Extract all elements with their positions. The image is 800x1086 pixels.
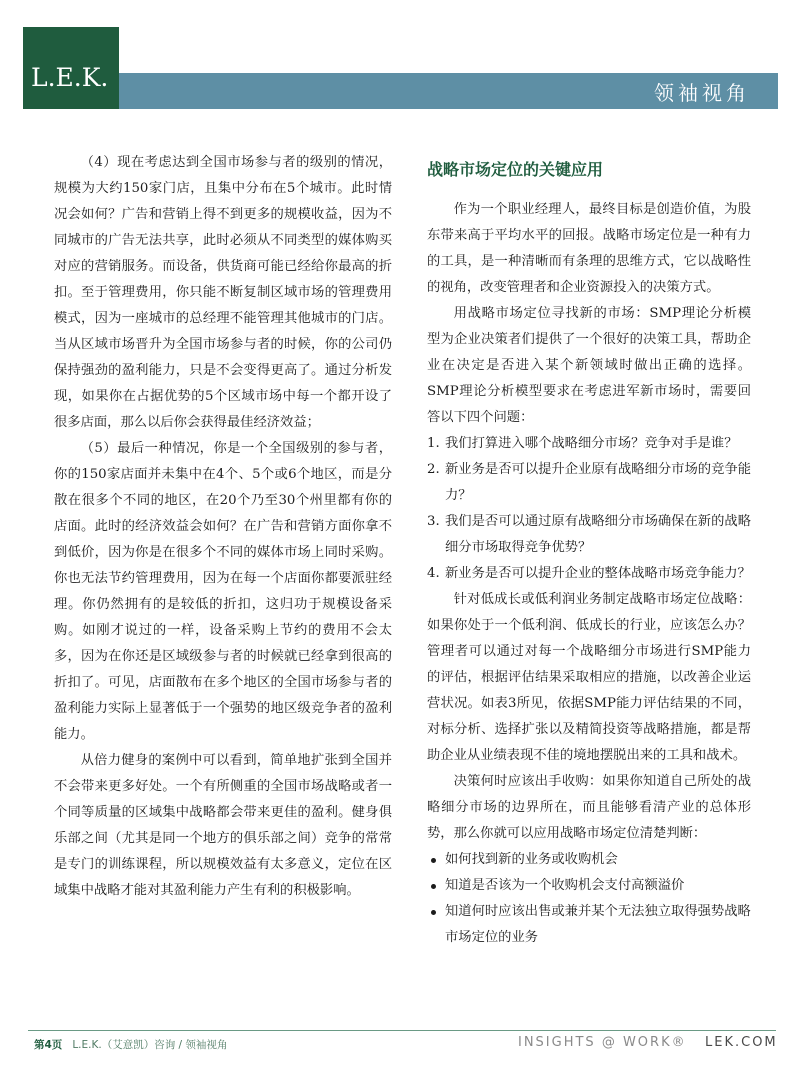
list-item [427, 847, 751, 873]
list-item [427, 431, 751, 457]
paragraph-case-5: （5）最后一种情况，你是一个全国级别的参与者，你的150家店面并未集中在4个、5个或6个地区，而是分散在很多个不同的地区，在20个乃至30个州里都有你的店面。此时的经济效益会如何？在广告和营销方面你拿不到低价，因为你是在很多个不同的媒体市场上同时采购。你也无法节约管理费用，因为在每一个店面你都要派驻经理。你仍然拥有的是较低的折扣，这归功于规模设备采购。如刚才说过的一样，设备采购上节约的费用不会太多，因为在你还是区域级参与者的时候就已经拿到很高的折扣了。可见，店面散布在多个地区的全国市场参与者的盈利能力实际上显著低于一个强势的地区级竞争者的盈利能力。 [54, 441, 392, 742]
list-text: 知道何时应该出售或兼并某个无法独立取得强势战略市场定位的业务 [445, 904, 751, 945]
lek-logo: L.E.K. [31, 63, 109, 92]
right-column [427, 150, 751, 951]
list-item [427, 457, 751, 509]
left-column [54, 150, 392, 904]
paragraph-case-4: （4）现在考虑达到全国市场参与者的级别的情况，规模为大约150家门店，且集中分布在5个城市。此时情况会如何？广告和营销上得不到更多的规模收益，因为不同城市的广告无法共享，此时必须从不同类型的媒体购买对应的营销服务。而设备，供货商可能已经给你最高的折扣。至于管理费用，你只能不断复制区域市场的管理费用模式，因为一座城市的总经理不能管理其他城市的门店。当从区域市场晋升为全国市场参与者的时候，你的公司仍保持强劲的盈利能力，只是不会变得更高了。通过分析发现，如果你在占据优势的5个区域市场中每一个都开设了很多店面，那么以后你会获得最佳经济效益； [54, 155, 392, 430]
footer-left [34, 1037, 227, 1052]
header-edge [778, 27, 790, 127]
section-heading: 战略市场定位的关键应用 [427, 160, 604, 179]
paragraph-new-markets: 用战略市场定位寻找新的市场：SMP理论分析模型为企业决策者们提供了一个很好的决策工具，帮助企业在决定是否进入某个新领域时做出正确的选择。SMP理论分析模型要求在考虑进军新市场时，需要回答以下四个问题： [427, 306, 751, 425]
question-list [427, 431, 751, 587]
list-number: 2. [427, 462, 440, 477]
list-text: 如何找到新的业务或收购机会 [445, 852, 618, 867]
list-item [427, 873, 751, 899]
website-link[interactable]: LEK.COM [705, 1035, 778, 1050]
list-text: 新业务是否可以提升企业的整体战略市场竞争能力？ [445, 566, 751, 581]
header-bar [119, 73, 790, 109]
list-number: 1. [427, 436, 440, 451]
header-title: 领袖视角 [654, 81, 750, 105]
logo-box [23, 27, 119, 109]
list-item [427, 899, 751, 951]
list-text: 新业务是否可以提升企业原有战略细分市场的竞争能力？ [445, 462, 751, 503]
publication-name: L.E.K.（艾意凯）咨询 / 领袖视角 [72, 1039, 228, 1051]
list-number: 4. [427, 566, 440, 581]
list-item [427, 561, 751, 587]
bullet-icon [431, 858, 436, 863]
list-number: 3. [427, 514, 440, 529]
bullet-icon [431, 884, 436, 889]
paragraph-conclusion: 从倍力健身的案例中可以看到，简单地扩张到全国并不会带来更多好处。一个有所侧重的全国市场战略或者一个同等质量的区域集中战略都会带来更佳的盈利。健身俱乐部之间（尤其是同一个地方的俱乐部之间）竞争的常常是专门的训练课程，所以规模效益有太多意义，定位在区域集中战略才能对其盈利能力产生有利的积极影响。 [54, 753, 392, 898]
bullet-icon [431, 910, 436, 915]
paragraph-acquisition: 决策何时应该出手收购：如果你知道自己所处的战略细分市场的边界所在，而且能够看清产业的总体形势，那么你就可以应用战略市场定位清楚判断： [427, 774, 751, 841]
list-text: 我们打算进入哪个战略细分市场？竞争对手是谁？ [445, 436, 738, 451]
bullet-list [427, 847, 751, 951]
list-item [427, 509, 751, 561]
paragraph-intro: 作为一个职业经理人，最终目标是创造价值，为股东带来高于平均水平的回报。战略市场定位是一种有力的工具，是一种清晰而有条理的思维方式，它以战略性的视角，改变管理者和企业资源投入的决策方式。 [427, 202, 751, 295]
page-number: 第4页 [34, 1039, 63, 1051]
insights-at-work-logo: INSIGHTS @ WORK® [518, 1035, 687, 1050]
paragraph-low-growth: 针对低成长或低利润业务制定战略市场定位战略：如果你处于一个低利润、低成长的行业，应该怎么办？管理者可以通过对每一个战略细分市场进行SMP能力的评估，根据评估结果采取相应的措施，以改善企业运营状况。如表3所见，依据SMP能力评估结果的不同，对标分析、选择扩张以及精简投资等战略措施，都是帮助企业从业绩表现不佳的境地摆脱出来的工具和战术。 [427, 592, 751, 763]
list-text: 知道是否该为一个收购机会支付高额溢价 [445, 878, 685, 893]
list-text: 我们是否可以通过原有战略细分市场确保在新的战略细分市场取得竞争优势？ [445, 514, 751, 555]
footer-divider [28, 1030, 776, 1031]
